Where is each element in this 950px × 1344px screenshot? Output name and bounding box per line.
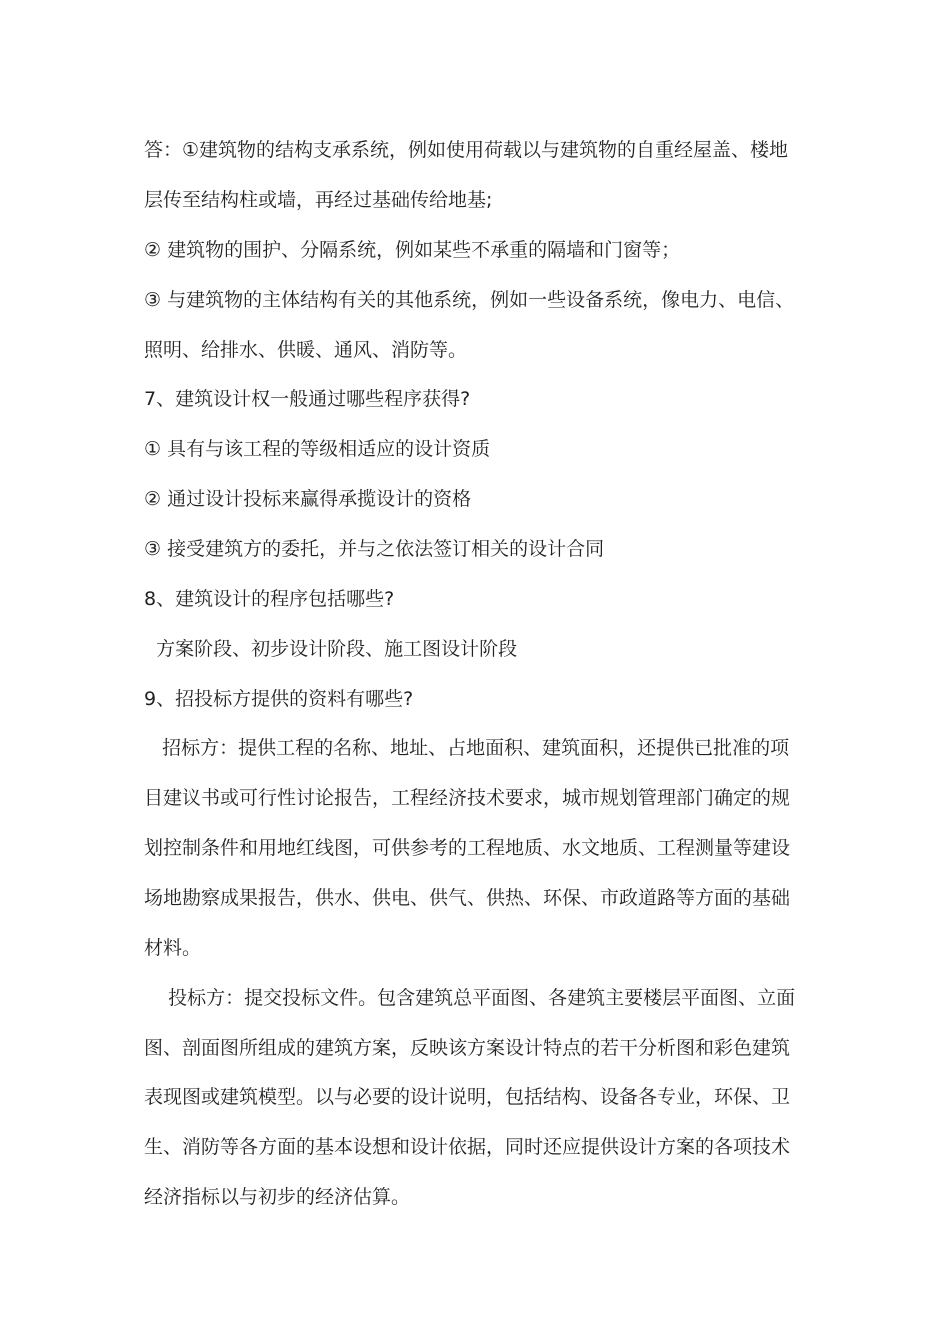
text-line: ③ 与建筑物的主体结构有关的其他系统，例如一些设备系统，像电力、电信、	[144, 289, 795, 311]
text-line: 场地勘察成果报告，供水、供电、供气、供热、环保、市政道路等方面的基础	[144, 887, 791, 909]
text-line: ③ 接受建筑方的委托，并与之依法签订相关的设计合同	[144, 538, 605, 560]
text-line: ② 建筑物的围护、分隔系统，例如某些不承重的隔墙和门窗等；	[144, 239, 681, 261]
text-line: 材料。	[144, 937, 202, 959]
text-line: 生、消防等各方面的基本设想和设计依据，同时还应提供设计方案的各项技术	[144, 1136, 791, 1158]
question-heading: 8、建筑设计的程序包括哪些?	[144, 588, 395, 610]
text-line: 层传至结构柱或墙，再经过基础传给地基;	[144, 189, 493, 211]
text-line: 图、剖面图所组成的建筑方案，反映该方案设计特点的若干分析图和彩色建筑	[144, 1037, 791, 1059]
text-line: 招标方：提供工程的名称、地址、占地面积、建筑面积，还提供已批准的项	[144, 737, 790, 759]
text-line: ② 通过设计投标来赢得承揽设计的资格	[144, 488, 472, 510]
text-line: 经济指标以与初步的经济估算。	[144, 1186, 411, 1208]
text-line: 答：①建筑物的结构支承系统，例如使用荷载以与建筑物的自重经屋盖、楼地	[144, 139, 789, 161]
text-line: ① 具有与该工程的等级相适应的设计资质	[144, 438, 491, 460]
text-line: 照明、给排水、供暖、通风、消防等。	[144, 339, 468, 361]
text-line: 表现图或建筑模型。以与必要的设计说明，包括结构、设备各专业，环保、卫	[144, 1086, 791, 1108]
text-line: 方案阶段、初步设计阶段、施工图设计阶段	[144, 638, 518, 660]
question-heading: 9、招投标方提供的资料有哪些?	[144, 688, 414, 710]
text-line: 划控制条件和用地红线图，可供参考的工程地质、水文地质、工程测量等建设	[144, 837, 791, 859]
question-heading: 7、建筑设计权一般通过哪些程序获得?	[144, 388, 471, 410]
text-line: 目建议书或可行性讨论报告，工程经济技术要求，城市规划管理部门确定的规	[144, 787, 791, 809]
text-line: 投标方：提交投标文件。包含建筑总平面图、各建筑主要楼层平面图、立面	[144, 987, 796, 1009]
